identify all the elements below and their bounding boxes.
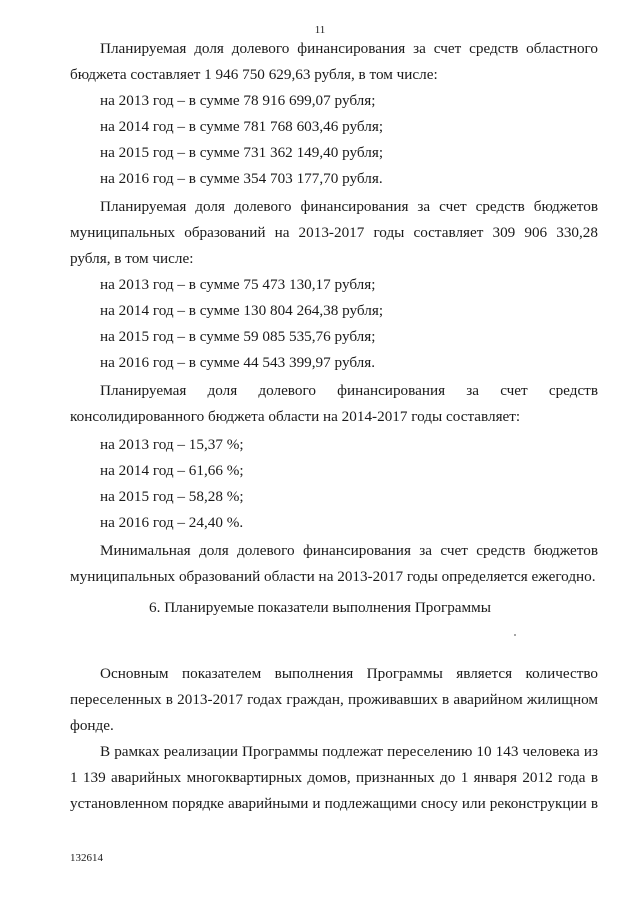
section-heading: 6. Планируемые показатели выполнения Программы [149,599,491,616]
list-item: на 2016 год – в сумме 354 703 177,70 рубля. [100,170,383,187]
text-line: бюджета составляет 1 946 750 629,63 рубля, в том числе: [70,66,438,83]
list-item: на 2014 год – в сумме 781 768 603,46 рубля; [100,118,384,135]
paragraph-municipal-budget [70,194,598,272]
list-item: на 2016 год – 24,40 %. [100,514,244,531]
text-line: В рамках реализации Программы подлежат переселению 10 143 человека из [100,743,598,760]
text-line: муниципальных образований на 2013-2017 годы составляет 309 906 330,28 [70,224,598,241]
text-line: муниципальных образований области на 2013-2017 годы определяется ежегодно. [70,568,596,585]
text-line: фонде. [70,717,114,734]
document-code: 132614 [70,852,103,864]
paragraph-consolidated-budget [70,378,598,430]
text-line: Планируемая доля долевого финансирования за счет средств областного [100,40,598,57]
scan-speck [514,634,516,636]
text-line: Основным показателем выполнения Программы является количество [100,665,598,682]
text-line: Планируемая доля долевого финансирования за счет средств [100,382,598,399]
list-item: на 2014 год – в сумме 130 804 264,38 рубля; [100,302,384,319]
text-line: 1 139 аварийных многоквартирных домов, признанных до 1 января 2012 года в [70,769,598,786]
text-line: Планируемая доля долевого финансирования за счет средств бюджетов [100,198,598,215]
text-line: консолидированного бюджета области на 2014-2017 годы составляет: [70,408,521,425]
paragraph-regional-budget [70,36,598,88]
list-item: на 2013 год – в сумме 75 473 130,17 рубля; [100,276,376,293]
list-item: на 2013 год – 15,37 %; [100,436,244,453]
list-item: на 2015 год – в сумме 731 362 149,40 рубля; [100,144,384,161]
text-line: рубля, в том числе: [70,250,194,267]
list-item: на 2015 год – 58,28 %; [100,488,244,505]
text-line: установленном порядке аварийными и подлежащими сносу или реконструкции в [70,795,598,812]
page-number: 11 [314,24,326,36]
list-item: на 2016 год – в сумме 44 543 399,97 рубля. [100,354,376,371]
paragraph-minimal-share [70,538,598,590]
list-item: на 2013 год – в сумме 78 916 699,07 рубля; [100,92,376,109]
text-line: переселенных в 2013-2017 годах граждан, проживавших в аварийном жилищном [70,691,598,708]
text-line: Минимальная доля долевого финансирования за счет средств бюджетов [100,542,598,559]
paragraph-resettlement [70,739,598,817]
list-item: на 2014 год – 61,66 %; [100,462,244,479]
paragraph-main-indicator [70,661,598,739]
list-item: на 2015 год – в сумме 59 085 535,76 рубля; [100,328,376,345]
